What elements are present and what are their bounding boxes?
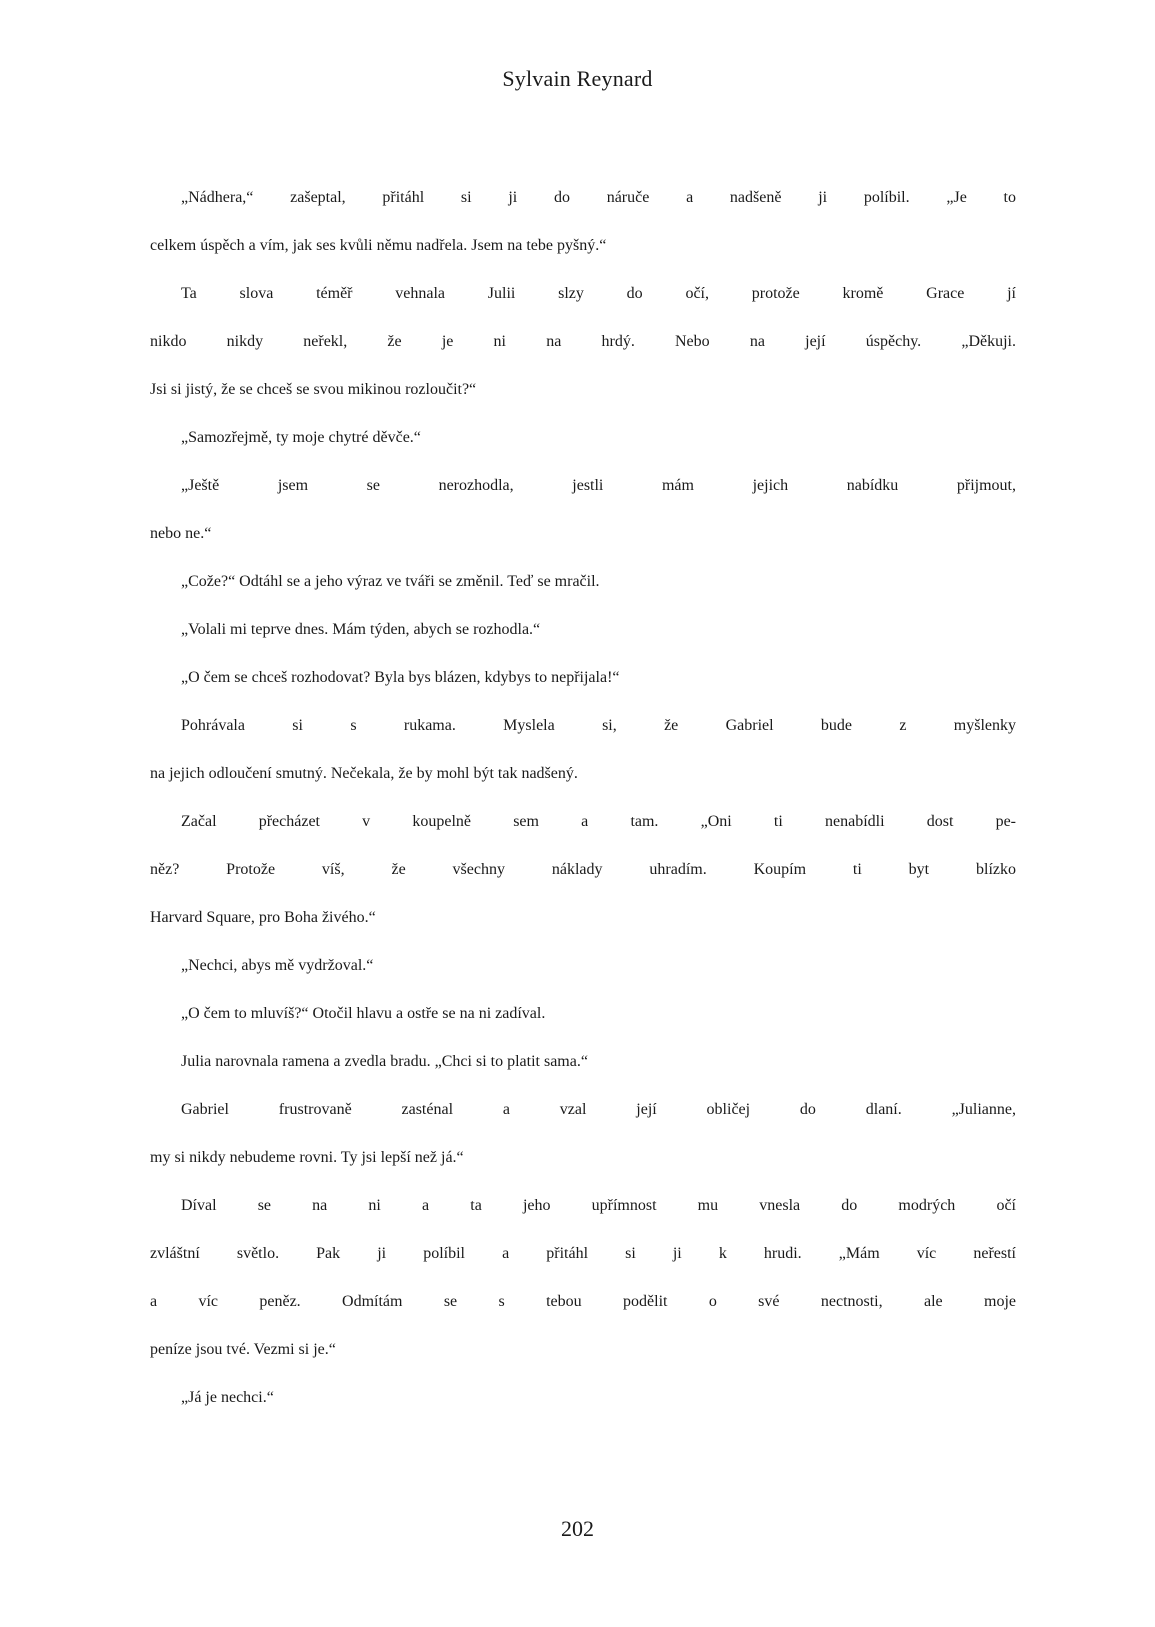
text-line: nebo ne.“ xyxy=(150,525,212,542)
text-line: Harvard Square, pro Boha živého.“ xyxy=(150,909,376,926)
text-line: Začal přecházet v koupelně sem a tam. „Oni ti nenabídli dost pe- xyxy=(181,813,1016,830)
paragraph xyxy=(150,798,1016,942)
text-line: „Já je nechci.“ xyxy=(181,1389,274,1406)
text-line: a víc peněz. Odmítám se s tebou podělit o své nectnosti, ale moje xyxy=(150,1293,1016,1310)
text-line: „Samozřejmě, ty moje chytré děvče.“ xyxy=(181,429,421,446)
text-line: „Cože?“ Odtáhl se a jeho výraz ve tváři se změnil. Teď se mračil. xyxy=(181,573,600,590)
paragraph xyxy=(150,990,1016,1038)
paragraph xyxy=(150,174,1016,270)
text-line: Díval se na ni a ta jeho upřímnost mu vnesla do modrých očí xyxy=(181,1197,1016,1214)
paragraph xyxy=(150,702,1016,798)
text-line: Jsi si jistý, že se chceš se svou mikinou rozloučit?“ xyxy=(150,381,477,398)
text-line: nikdo nikdy neřekl, že je ni na hrdý. Nebo na její úspěchy. „Děkuji. xyxy=(150,333,1016,350)
text-line: něz? Protože víš, že všechny náklady uhradím. Koupím ti byt blízko xyxy=(150,861,1016,878)
text-line: „Nechci, abys mě vydržoval.“ xyxy=(181,957,374,974)
text-line: „Volali mi teprve dnes. Mám týden, abych se rozhodla.“ xyxy=(181,621,541,638)
paragraph xyxy=(150,1086,1016,1182)
paragraph xyxy=(150,942,1016,990)
text-line: „Ještě jsem se nerozhodla, jestli mám jejich nabídku přijmout, xyxy=(181,477,1016,494)
text-line: zvláštní světlo. Pak ji políbil a přitáhl si ji k hrudi. „Mám víc neřestí xyxy=(150,1245,1016,1262)
paragraph xyxy=(150,558,1016,606)
paragraph xyxy=(150,270,1016,414)
text-line: my si nikdy nebudeme rovni. Ty jsi lepší než já.“ xyxy=(150,1149,464,1166)
running-head: Sylvain Reynard xyxy=(502,66,653,91)
paragraph xyxy=(150,1038,1016,1086)
text-line: „Nádhera,“ zašeptal, přitáhl si ji do náruče a nadšeně ji políbil. „Je to xyxy=(181,189,1016,206)
paragraph xyxy=(150,1374,1016,1422)
text-line: celkem úspěch a vím, jak ses kvůli němu nadřela. Jsem na tebe pyšný.“ xyxy=(150,237,607,254)
paragraph xyxy=(150,606,1016,654)
text-line: peníze jsou tvé. Vezmi si je.“ xyxy=(150,1341,336,1358)
text-line: Ta slova téměř vehnala Julii slzy do očí, protože kromě Grace jí xyxy=(181,285,1016,302)
page-number: 202 xyxy=(561,1516,594,1541)
text-line: Gabriel frustrovaně zasténal a vzal její obličej do dlaní. „Julianne, xyxy=(181,1101,1016,1118)
paragraph xyxy=(150,1182,1016,1374)
paragraph xyxy=(150,414,1016,462)
text-line: Pohrávala si s rukama. Myslela si, že Gabriel bude z myšlenky xyxy=(181,717,1016,734)
text-line: na jejich odloučení smutný. Nečekala, že by mohl být tak nadšený. xyxy=(150,765,578,782)
paragraph xyxy=(150,462,1016,558)
text-line: Julia narovnala ramena a zvedla bradu. „Chci si to platit sama.“ xyxy=(181,1053,588,1070)
paragraph xyxy=(150,654,1016,702)
text-line: „O čem to mluvíš?“ Otočil hlavu a ostře se na ni zadíval. xyxy=(181,1005,546,1022)
text-block xyxy=(150,174,1016,1422)
text-line: „O čem se chceš rozhodovat? Byla bys blázen, kdybys to nepřijala!“ xyxy=(181,669,620,686)
